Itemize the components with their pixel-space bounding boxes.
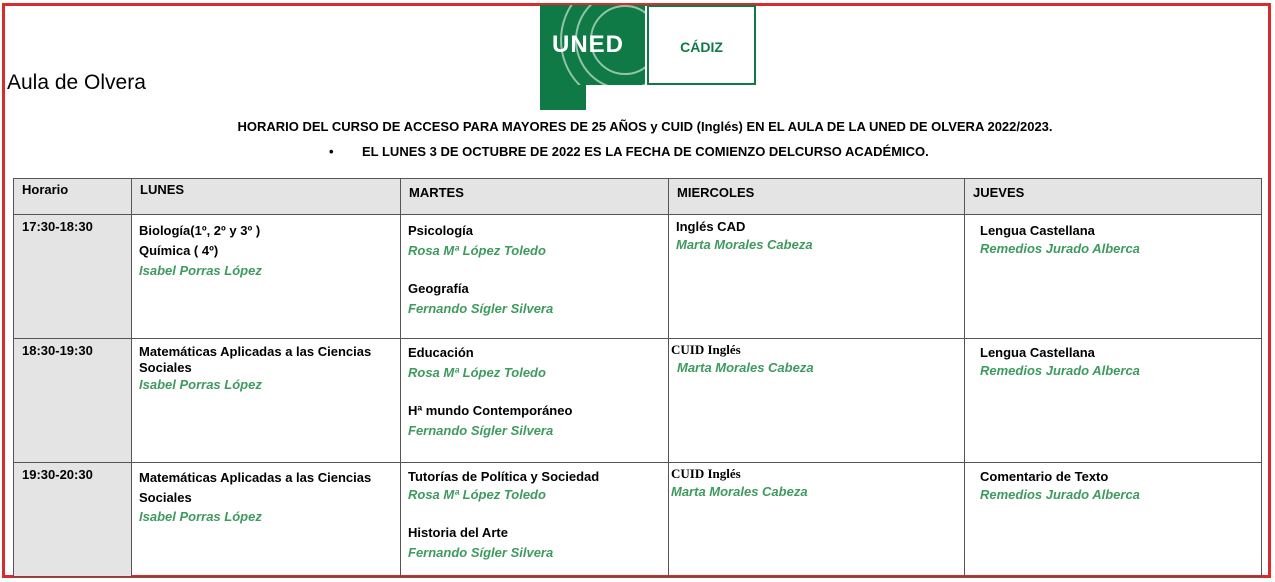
col-header-martes: MARTES	[401, 179, 669, 215]
teacher-name: Marta Morales Cabeza	[671, 484, 808, 499]
lunes-cell	[132, 463, 401, 577]
logo-uned-text: UNED	[552, 31, 625, 58]
uned-cadiz-logo	[540, 5, 755, 107]
miercoles-cell	[669, 463, 965, 577]
teacher-name: Fernando Sígler Silvera	[408, 301, 554, 316]
martes-cell	[401, 215, 669, 339]
teacher-name: Isabel Porras López	[139, 263, 262, 278]
table-header-row	[14, 179, 1262, 215]
start-date-note	[329, 144, 929, 160]
logo-tail	[540, 85, 586, 110]
logo-cadiz-text: CÁDIZ	[680, 39, 723, 55]
time-cell: 19:30-20:30	[14, 463, 132, 577]
teacher-name: Rosa Mª López Toledo	[408, 487, 546, 502]
subject-name: Biología(1º, 2º y 3º )	[139, 223, 261, 238]
lunes-cell	[132, 339, 401, 463]
subject-name: Matemáticas Aplicadas a las Ciencias Sociales	[139, 344, 372, 375]
teacher-name: Isabel Porras López	[139, 377, 262, 392]
table-row	[14, 215, 1262, 339]
col-header-lunes: LUNES	[132, 179, 401, 215]
schedule-table	[13, 178, 1262, 577]
subject-name: CUID Inglés	[671, 342, 741, 357]
subject-name: Matemáticas Aplicadas a las Ciencias Sociales	[139, 470, 372, 505]
subject-name: Lengua Castellana	[980, 223, 1095, 238]
bullet-glyph: •	[329, 144, 334, 159]
subject-name: Hª mundo Contemporáneo	[408, 403, 573, 418]
teacher-name: Fernando Sígler Silvera	[408, 423, 554, 438]
teacher-name: Fernando Sígler Silvera	[408, 545, 554, 560]
teacher-name: Remedios Jurado Alberca	[980, 363, 1140, 378]
col-header-horario: Horario	[14, 179, 132, 215]
teacher-name: Remedios Jurado Alberca	[980, 487, 1140, 502]
lunes-cell	[132, 215, 401, 339]
subject-name: CUID Inglés	[671, 466, 741, 481]
subject-name: Psicología	[408, 223, 474, 238]
martes-cell	[401, 339, 669, 463]
logo-cadiz-box	[647, 5, 756, 85]
subject-name: Educación	[408, 345, 474, 360]
time-cell: 18:30-19:30	[14, 339, 132, 463]
subject-name: Inglés CAD	[676, 219, 746, 234]
miercoles-cell	[669, 215, 965, 339]
teacher-name: Marta Morales Cabeza	[677, 360, 814, 375]
teacher-name: Remedios Jurado Alberca	[980, 241, 1140, 256]
teacher-name: Marta Morales Cabeza	[676, 237, 813, 252]
subject-name: Lengua Castellana	[980, 345, 1095, 360]
page-title: Aula de Olvera	[7, 71, 146, 94]
jueves-cell	[965, 215, 1262, 339]
table-row	[14, 463, 1262, 577]
miercoles-cell	[669, 339, 965, 463]
start-date-text: EL LUNES 3 DE OCTUBRE DE 2022 ES LA FECHA DE COMIENZO DELCURSO ACADÉMICO.	[362, 144, 929, 159]
subject-name: Historia del Arte	[408, 525, 508, 540]
teacher-name: Rosa Mª López Toledo	[408, 365, 546, 380]
schedule-heading: HORARIO DEL CURSO DE ACCESO PARA MAYORES DE 25 AÑOS y CUID (Inglés) EN EL AULA DE LA UNED DE OLVERA 2022/2023.	[237, 119, 1053, 134]
col-header-jueves: JUEVES	[965, 179, 1262, 215]
jueves-cell	[965, 463, 1262, 577]
teacher-name: Rosa Mª López Toledo	[408, 243, 546, 258]
table-row	[14, 339, 1262, 463]
jueves-cell	[965, 339, 1262, 463]
time-cell: 17:30-18:30	[14, 215, 132, 339]
subject-name: Comentario de Texto	[980, 469, 1109, 484]
teacher-name: Isabel Porras López	[139, 509, 262, 524]
subject-name: Geografía	[408, 281, 469, 296]
martes-cell	[401, 463, 669, 577]
subject-name: Química ( 4º)	[139, 243, 219, 258]
col-header-miercoles: MIERCOLES	[669, 179, 965, 215]
logo-green-block	[540, 5, 645, 85]
subject-name: Tutorías de Política y Sociedad	[408, 469, 600, 484]
